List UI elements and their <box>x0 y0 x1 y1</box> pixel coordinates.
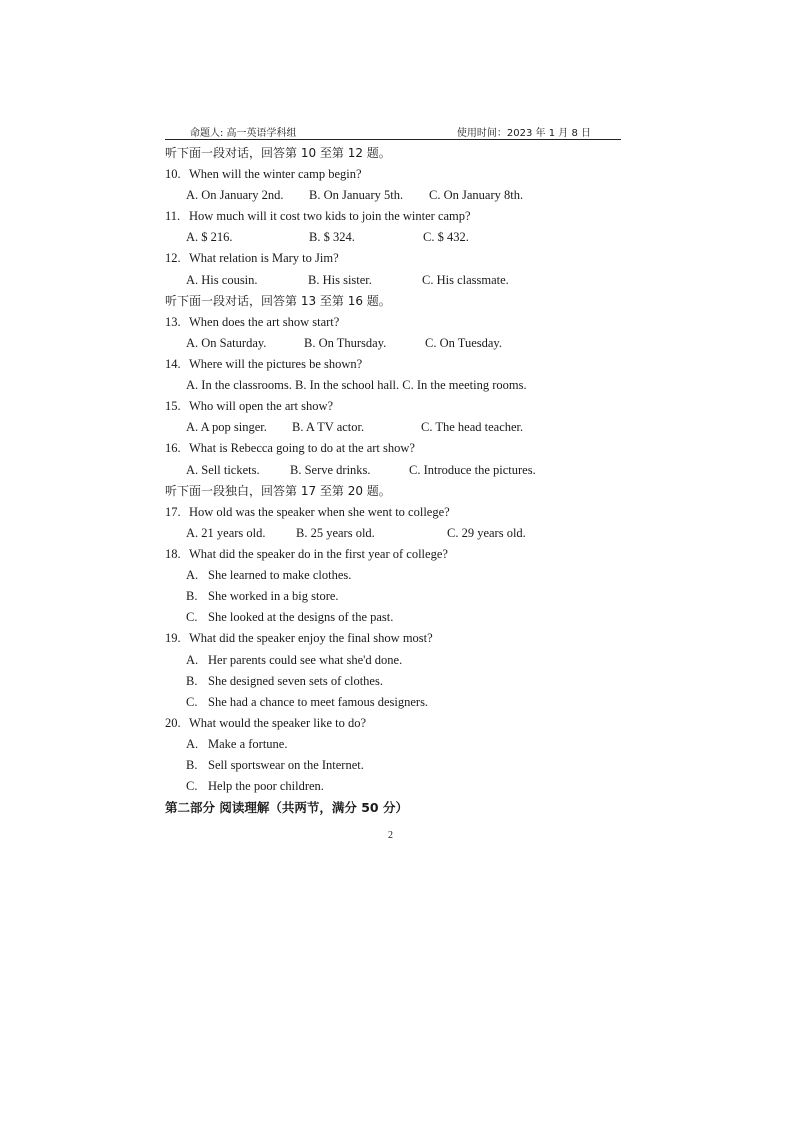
option-text: She had a chance to meet famous designers. <box>208 695 429 709</box>
option-text: She worked in a big store. <box>208 589 339 603</box>
option-letter: C. <box>186 695 198 709</box>
option: A. On January 2nd. <box>186 188 284 202</box>
option: A. In the classrooms. B. In the school hall. C. In the meeting rooms. <box>186 378 527 392</box>
question <box>165 251 339 266</box>
question-number: 11. <box>165 209 181 223</box>
option <box>186 568 351 583</box>
section-title: 第二部分 阅读理解（共两节，满分 50 分） <box>165 800 408 815</box>
option-letter: C. <box>186 610 198 624</box>
option: B. 25 years old. <box>296 526 375 540</box>
option: C. Introduce the pictures. <box>409 463 536 477</box>
option-letter: A. <box>186 568 199 582</box>
option: B. His sister. <box>308 273 372 287</box>
option-text: Sell sportswear on the Internet. <box>208 758 364 772</box>
question-text: What did the speaker enjoy the final show most? <box>189 631 433 645</box>
question <box>165 631 433 646</box>
option: B. $ 324. <box>309 230 355 244</box>
option <box>186 758 364 773</box>
question-number: 17. <box>165 505 181 519</box>
option: A. 21 years old. <box>186 526 266 540</box>
question-text: How much will it cost two kids to join the winter camp? <box>189 209 471 223</box>
option: C. On January 8th. <box>429 188 524 202</box>
question-number: 15. <box>165 399 181 413</box>
instruction: 听下面一段独白，回答第 17 至第 20 题。 <box>165 484 391 498</box>
option-letter: B. <box>186 674 198 688</box>
question-text: What relation is Mary to Jim? <box>189 251 339 265</box>
question-number: 20. <box>165 716 181 730</box>
option-letter: B. <box>186 589 198 603</box>
question-text: When will the winter camp begin? <box>189 167 362 181</box>
option: B. On January 5th. <box>309 188 404 202</box>
option: A. A pop singer. <box>186 420 267 434</box>
question <box>165 167 362 182</box>
option-text: She learned to make clothes. <box>208 568 352 582</box>
question-number: 14. <box>165 357 181 371</box>
question-text: What did the speaker do in the first year of college? <box>189 547 448 561</box>
option: B. A TV actor. <box>292 420 365 434</box>
question-number: 18. <box>165 547 181 561</box>
option <box>186 610 393 625</box>
header-date: 使用时间：2023 年 1 月 8 日 <box>456 128 591 139</box>
option: A. On Saturday. <box>186 336 267 350</box>
option-text: She looked at the designs of the past. <box>208 610 394 624</box>
question-number: 19. <box>165 631 181 645</box>
question <box>165 357 362 372</box>
option <box>186 737 287 752</box>
question-number: 12. <box>165 251 181 265</box>
question <box>165 505 450 520</box>
question <box>165 547 448 562</box>
page-number: 2 <box>388 830 393 841</box>
option: C. $ 432. <box>423 230 469 244</box>
question <box>165 716 366 731</box>
question-text: Where will the pictures be shown? <box>189 357 363 371</box>
option <box>186 653 402 668</box>
question <box>165 399 333 414</box>
option-text: Help the poor children. <box>208 779 324 793</box>
question <box>165 209 471 224</box>
question-text: What is Rebecca going to do at the art show? <box>189 441 415 455</box>
option <box>186 695 428 710</box>
option-letter: A. <box>186 737 199 751</box>
option-letter: C. <box>186 779 198 793</box>
option: B. Serve drinks. <box>290 463 371 477</box>
option: A. His cousin. <box>186 273 258 287</box>
question-text: When does the art show start? <box>189 315 340 329</box>
option: C. 29 years old. <box>447 526 526 540</box>
instruction: 听下面一段对话，回答第 13 至第 16 题。 <box>165 294 391 308</box>
question-number: 10. <box>165 167 181 181</box>
option-text: Her parents could see what she'd done. <box>208 653 403 667</box>
question-text: How old was the speaker when she went to college? <box>189 505 450 519</box>
question-number: 16. <box>165 441 181 455</box>
option <box>186 779 324 794</box>
option: B. On Thursday. <box>304 336 387 350</box>
question <box>165 441 415 456</box>
question <box>165 315 339 330</box>
option <box>186 589 339 604</box>
option-letter: B. <box>186 758 198 772</box>
question-number: 13. <box>165 315 181 329</box>
instruction: 听下面一段对话，回答第 10 至第 12 题。 <box>165 146 391 160</box>
option-text: She designed seven sets of clothes. <box>208 674 383 688</box>
option: A. Sell tickets. <box>186 463 260 477</box>
option <box>186 674 383 689</box>
option-letter: A. <box>186 653 199 667</box>
option-text: Make a fortune. <box>208 737 288 751</box>
header-author: 命题人: 高一英语学科组 <box>190 128 297 139</box>
option: A. $ 216. <box>186 230 233 244</box>
question-text: What would the speaker like to do? <box>189 716 367 730</box>
option: C. On Tuesday. <box>425 336 502 350</box>
option: C. The head teacher. <box>421 420 524 434</box>
page-header <box>165 124 621 140</box>
question-text: Who will open the art show? <box>189 399 334 413</box>
option: C. His classmate. <box>422 273 509 287</box>
